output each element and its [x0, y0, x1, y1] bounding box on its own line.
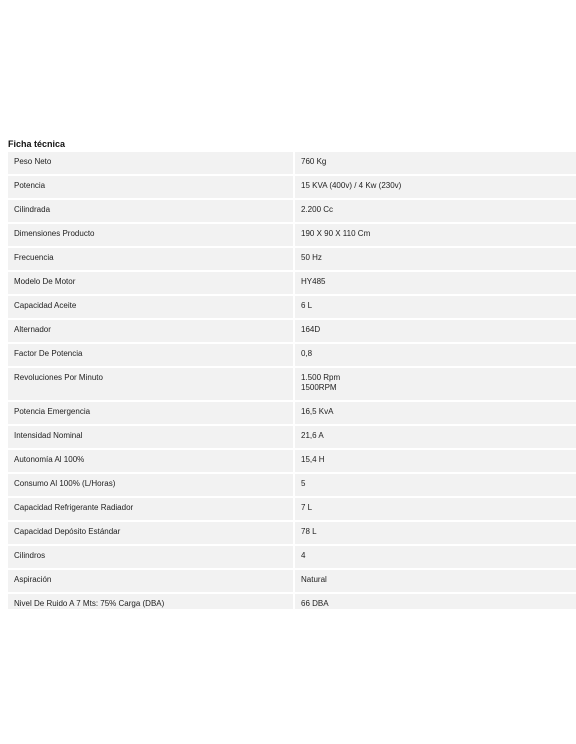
- spec-label: Cilindrada: [8, 200, 293, 222]
- spec-label: Dimensiones Producto: [8, 224, 293, 246]
- spec-row: [8, 152, 576, 174]
- spec-value-line: 50 Hz: [301, 253, 322, 262]
- spec-value-line: 7 L: [301, 503, 313, 512]
- spec-row: [8, 344, 576, 366]
- spec-value: [295, 594, 576, 609]
- spec-value-line: 760 Kg: [301, 157, 327, 166]
- spec-row: [8, 224, 576, 246]
- spec-value-line: 4: [301, 551, 306, 560]
- spec-value: [295, 344, 576, 366]
- spec-row: [8, 320, 576, 342]
- spec-label: Peso Neto: [8, 152, 293, 174]
- spec-value: [295, 402, 576, 424]
- spec-value: [295, 296, 576, 318]
- spec-value: [295, 320, 576, 342]
- spec-label: Autonomía Al 100%: [8, 450, 293, 472]
- spec-value-line: Natural: [301, 575, 327, 584]
- spec-value: [295, 248, 576, 270]
- spec-label: Capacidad Depósito Estándar: [8, 522, 293, 544]
- spec-value: [295, 474, 576, 496]
- spec-value: [295, 498, 576, 520]
- technical-sheet: [8, 137, 576, 609]
- spec-row: [8, 426, 576, 448]
- sheet-title: Ficha técnica: [8, 139, 66, 149]
- spec-value: [295, 426, 576, 448]
- spec-row: [8, 272, 576, 294]
- spec-row: [8, 248, 576, 270]
- spec-label: Consumo Al 100% (L/Horas): [8, 474, 293, 496]
- spec-label: Intensidad Nominal: [8, 426, 293, 448]
- spec-label: Aspiración: [8, 570, 293, 592]
- spec-label: Capacidad Aceite: [8, 296, 293, 318]
- spec-value-line: 78 L: [301, 527, 317, 536]
- spec-value: [295, 522, 576, 544]
- spec-value-line: 15,4 H: [301, 455, 325, 464]
- spec-row: [8, 570, 576, 592]
- spec-row: [8, 450, 576, 472]
- spec-value: [295, 200, 576, 222]
- spec-value-line: 5: [301, 479, 306, 488]
- spec-label: Alternador: [8, 320, 293, 342]
- spec-value-line: HY485: [301, 277, 326, 286]
- spec-value: [295, 272, 576, 294]
- spec-value-line: 16,5 KvA: [301, 407, 334, 416]
- spec-row: [8, 176, 576, 198]
- spec-value-line: 66 DBA: [301, 599, 329, 608]
- spec-value-line: 164D: [301, 325, 321, 334]
- spec-value-line: 2.200 Cc: [301, 205, 334, 214]
- spec-value: [295, 368, 576, 400]
- spec-row: [8, 368, 576, 400]
- spec-label: Potencia Emergencia: [8, 402, 293, 424]
- spec-value-line: 21,6 A: [301, 431, 324, 440]
- spec-row: [8, 546, 576, 568]
- spec-table: [8, 152, 576, 609]
- spec-row: [8, 296, 576, 318]
- spec-value: [295, 176, 576, 198]
- spec-value-line: 15 KVA (400v) / 4 Kw (230v): [301, 181, 402, 190]
- spec-label: Revoluciones Por Minuto: [8, 368, 293, 400]
- spec-value-line: 0,8: [301, 349, 313, 358]
- spec-row: [8, 498, 576, 520]
- spec-value-line: 6 L: [301, 301, 313, 310]
- spec-value-line: 190 X 90 X 110 Cm: [301, 229, 371, 238]
- spec-label: Cilindros: [8, 546, 293, 568]
- spec-row: [8, 474, 576, 496]
- spec-value-line: 1.500 Rpm: [301, 373, 341, 382]
- spec-value: [295, 152, 576, 174]
- spec-value-line: 1500RPM: [301, 383, 337, 392]
- spec-row: [8, 402, 576, 424]
- spec-row: [8, 200, 576, 222]
- spec-label: Factor De Potencia: [8, 344, 293, 366]
- spec-label: Frecuencia: [8, 248, 293, 270]
- spec-value: [295, 450, 576, 472]
- spec-value: [295, 224, 576, 246]
- spec-row: [8, 522, 576, 544]
- spec-value: [295, 570, 576, 592]
- spec-label: Potencia: [8, 176, 293, 198]
- spec-value: [295, 546, 576, 568]
- spec-label: Modelo De Motor: [8, 272, 293, 294]
- spec-label: Nivel De Ruido A 7 Mts: 75% Carga (DBA): [8, 594, 293, 609]
- spec-label: Capacidad Refrigerante Radiador: [8, 498, 293, 520]
- spec-row: [8, 594, 576, 609]
